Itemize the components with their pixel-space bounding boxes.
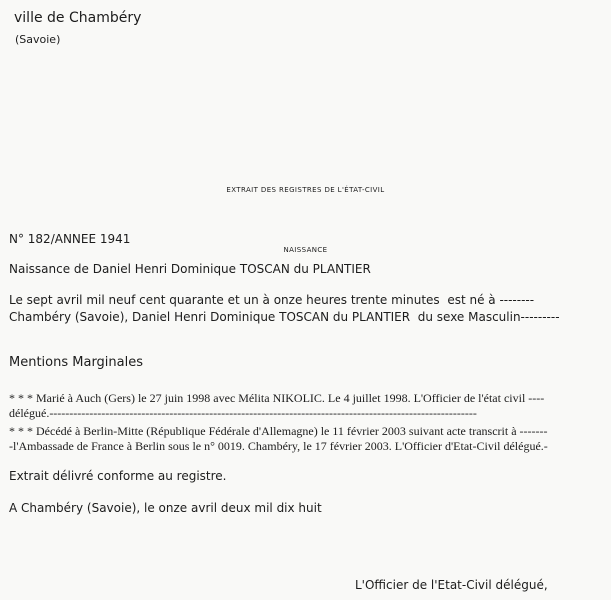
mention-death-line-2: -l'Ambassade de France à Berlin sous le n° 0019. Chambéry, le 17 février 2003. L'Officier d'Etat-Civil délégué.- — [9, 439, 548, 453]
place-and-date: A Chambéry (Savoie), le onze avril deux mil dix huit — [9, 501, 322, 515]
marginal-mentions-heading: Mentions Marginales — [9, 355, 144, 370]
document-title — [0, 140, 611, 280]
department-name: (Savoie) — [15, 33, 61, 46]
title-line-registers: EXTRAIT DES REGISTRES DE L'ÉTAT-CIVIL — [226, 186, 385, 194]
mention-death-line-1: * * * Décédé à Berlin-Mitte (République Fédérale d'Allemagne) le 11 février 2003 suivant acte transcrit à ------- — [9, 424, 548, 438]
mention-marriage-line-1: * * * Marié à Auch (Gers) le 27 juin 1998 avec Mélita NIKOLIC. Le 4 juillet 1998. L'Officier de l'état civil ---- — [9, 391, 545, 405]
delivery-statement: Extrait délivré conforme au registre. — [9, 469, 227, 483]
birth-record-line-2: Chambéry (Savoie), Daniel Henri Dominique TOSCAN du PLANTIER du sexe Masculin--------- — [9, 310, 560, 324]
birth-record-line-1: Le sept avril mil neuf cent quarante et un à onze heures trente minutes est né à -------- — [9, 293, 535, 307]
act-number: N° 182/ANNEE 1941 — [9, 232, 131, 246]
mention-marriage-line-2: délégué.----------------------------------------------------------------------------------------------------------- — [9, 406, 477, 420]
title-line-birth: NAISSANCE — [283, 246, 328, 254]
birth-of-heading: Naissance de Daniel Henri Dominique TOSCAN du PLANTIER — [9, 262, 371, 276]
signature-line: L'Officier de l'Etat-Civil délégué, — [355, 578, 548, 592]
city-name: ville de Chambéry — [14, 10, 142, 26]
